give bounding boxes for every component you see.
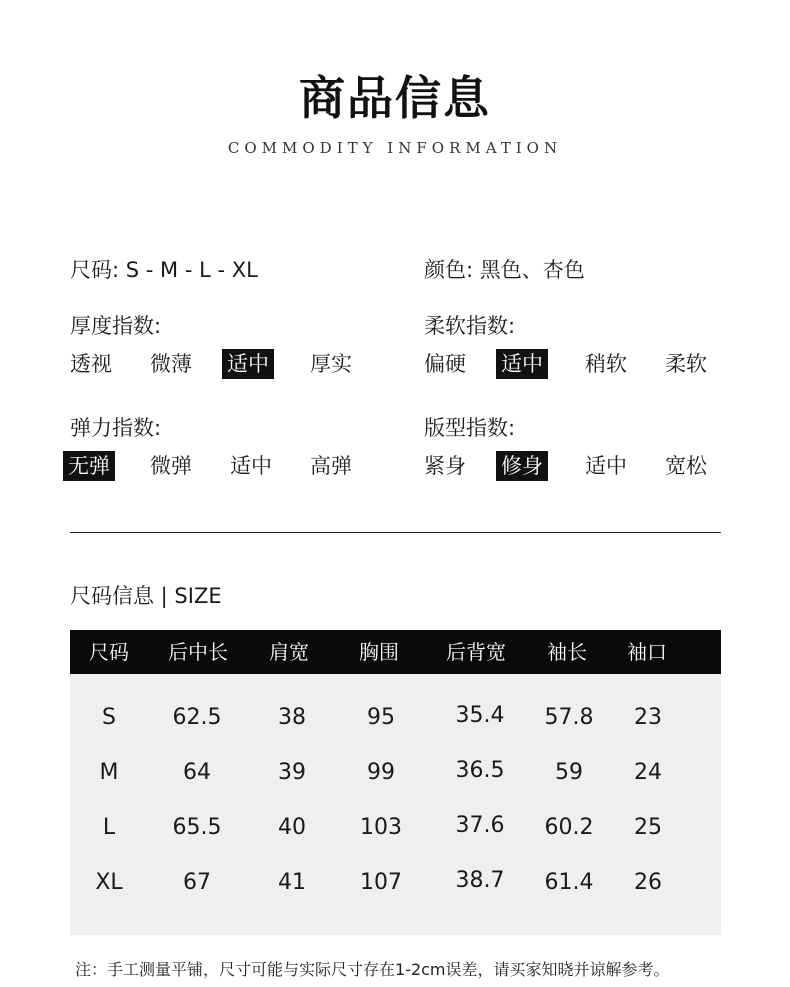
fit-label: 版型指数: [424, 416, 516, 440]
size-table-body [70, 674, 721, 935]
table-cell: XL [95, 870, 123, 895]
table-cell: 35.4 [455, 703, 505, 728]
thickness-option-selected: 适中 [222, 349, 274, 379]
measurement-note: 注：手工测量平铺，尺寸可能与实际尺寸存在1-2cm误差，请买家知晓并谅解参考。 [75, 960, 670, 979]
table-header-cell: 袖口 [627, 640, 667, 664]
table-cell: 25 [634, 815, 662, 840]
color-value: 黑色、杏色 [479, 258, 585, 282]
section-divider [70, 532, 721, 533]
table-cell: 24 [634, 760, 662, 785]
table-cell: 107 [360, 870, 402, 895]
size-section-title: 尺码信息 | SIZE [70, 584, 222, 608]
table-cell: 23 [634, 705, 662, 730]
color-label: 颜色: [424, 258, 474, 282]
fit-option-selected: 修身 [496, 451, 548, 481]
thickness-option: 透视 [70, 352, 112, 376]
page-title: 商品信息 [299, 71, 491, 125]
size-attribute [70, 254, 258, 284]
softness-option: 柔软 [665, 352, 707, 376]
softness-label: 柔软指数: [424, 314, 516, 338]
table-header-cell: 尺码 [89, 640, 129, 664]
thickness-label: 厚度指数: [70, 314, 162, 338]
fit-option: 适中 [585, 454, 627, 478]
table-cell: S [102, 705, 116, 730]
size-value: S - M - L - XL [125, 258, 258, 282]
table-cell: 61.4 [544, 870, 594, 895]
elasticity-option: 高弹 [310, 454, 352, 478]
table-header-cell: 后中长 [168, 640, 228, 664]
size-label: 尺码: [70, 258, 120, 282]
table-cell: 38.7 [455, 868, 505, 893]
table-cell: 99 [367, 760, 395, 785]
table-cell: 59 [555, 760, 583, 785]
elasticity-option-selected: 无弹 [63, 451, 115, 481]
table-cell: 57.8 [544, 705, 594, 730]
table-cell: L [102, 815, 116, 840]
table-cell: 60.2 [544, 815, 594, 840]
table-cell: 67 [183, 870, 211, 895]
page-subtitle: COMMODITY INFORMATION [227, 139, 563, 157]
table-header-cell: 袖长 [547, 640, 587, 664]
table-cell: 64 [183, 760, 211, 785]
softness-option: 偏硬 [424, 352, 466, 376]
table-cell: 41 [278, 870, 306, 895]
table-cell: 95 [367, 705, 395, 730]
table-cell: 39 [278, 760, 306, 785]
color-attribute [424, 254, 585, 284]
thickness-option: 微薄 [150, 352, 192, 376]
table-cell: 65.5 [172, 815, 222, 840]
table-cell: 40 [278, 815, 306, 840]
thickness-option: 厚实 [310, 352, 352, 376]
table-cell: 38 [278, 705, 306, 730]
fit-option: 紧身 [424, 454, 466, 478]
elasticity-label: 弹力指数: [70, 416, 162, 440]
elasticity-option: 微弹 [150, 454, 192, 478]
table-cell: 37.6 [455, 813, 505, 838]
table-cell: 103 [360, 815, 402, 840]
elasticity-option: 适中 [230, 454, 272, 478]
table-cell: 36.5 [455, 758, 505, 783]
table-header-cell: 肩宽 [269, 640, 309, 664]
fit-option: 宽松 [665, 454, 707, 478]
softness-option: 稍软 [585, 352, 627, 376]
size-table-header [70, 630, 721, 674]
softness-option-selected: 适中 [496, 349, 548, 379]
table-cell: 62.5 [172, 705, 222, 730]
table-header-cell: 后背宽 [446, 640, 506, 664]
table-cell: M [99, 760, 119, 785]
table-cell: 26 [634, 870, 662, 895]
table-header-cell: 胸围 [359, 640, 399, 664]
